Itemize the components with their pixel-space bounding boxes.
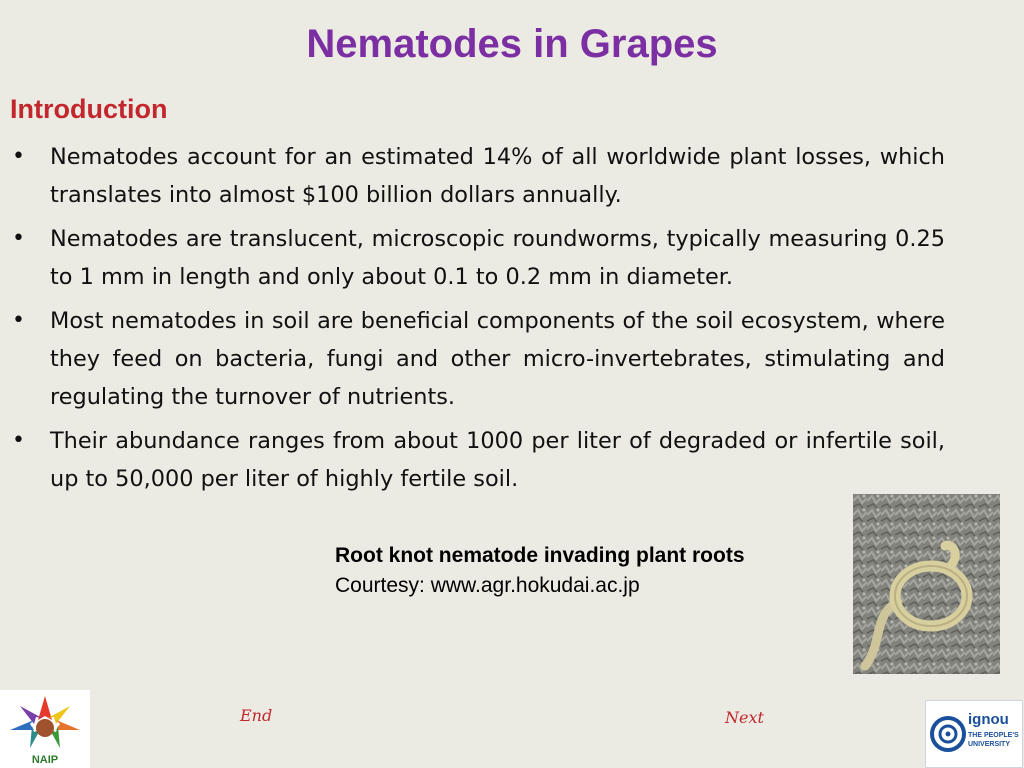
ignou-emblem-icon: [928, 702, 968, 766]
next-link[interactable]: Next: [725, 708, 764, 727]
bullet-marker: •: [12, 226, 25, 251]
bullet-marker: •: [12, 308, 25, 333]
bullet-item: [10, 138, 945, 214]
section-heading: Introduction: [10, 94, 168, 124]
naip-logo: [0, 690, 90, 768]
ignou-name: ignou: [968, 711, 1009, 728]
bullet-item: [10, 302, 945, 416]
nematode-photo: [853, 494, 1000, 674]
naip-label: NAIP: [31, 754, 59, 766]
bullet-text: Nematodes are translucent, microscopic roundworms, typically measuring 0.25 to 1 mm in length and only about 0.1 to 0.2 mm in diameter.: [50, 226, 945, 290]
ignou-tagline-line1: THE PEOPLE'S: [968, 732, 1019, 739]
image-caption: [335, 543, 745, 603]
bullet-item: [10, 220, 945, 296]
bullet-marker: •: [12, 428, 25, 453]
end-link[interactable]: End: [240, 706, 273, 725]
nematode-photo-graphic: [853, 494, 1000, 674]
slide-title: Nematodes in Grapes: [306, 22, 718, 66]
ignou-tagline-line2: UNIVERSITY: [968, 741, 1011, 748]
ignou-logo: [925, 700, 1023, 768]
ignou-tagline: [968, 731, 1019, 749]
bullet-list: [10, 138, 945, 504]
bullet-text: Nematodes account for an estimated 14% of all worldwide plant losses, which translates into almost $100 billion dollars annually.: [50, 144, 945, 208]
image-caption-title: Root knot nematode invading plant roots: [335, 544, 745, 567]
naip-emblem-icon: [0, 690, 90, 756]
bullet-text: Their abundance ranges from about 1000 per liter of degraded or infertile soil, up to 50,000 per liter of highly fertile soil.: [50, 428, 945, 492]
image-caption-courtesy: Courtesy: www.agr.hokudai.ac.jp: [335, 574, 640, 597]
bullet-marker: •: [12, 144, 25, 169]
bullet-text: Most nematodes in soil are beneficial components of the soil ecosystem, where they feed on bacteria, fungi and other micro-invertebrates, stimulating and regulating the turnover of nutrients.: [50, 308, 945, 410]
bullet-item: [10, 422, 945, 498]
